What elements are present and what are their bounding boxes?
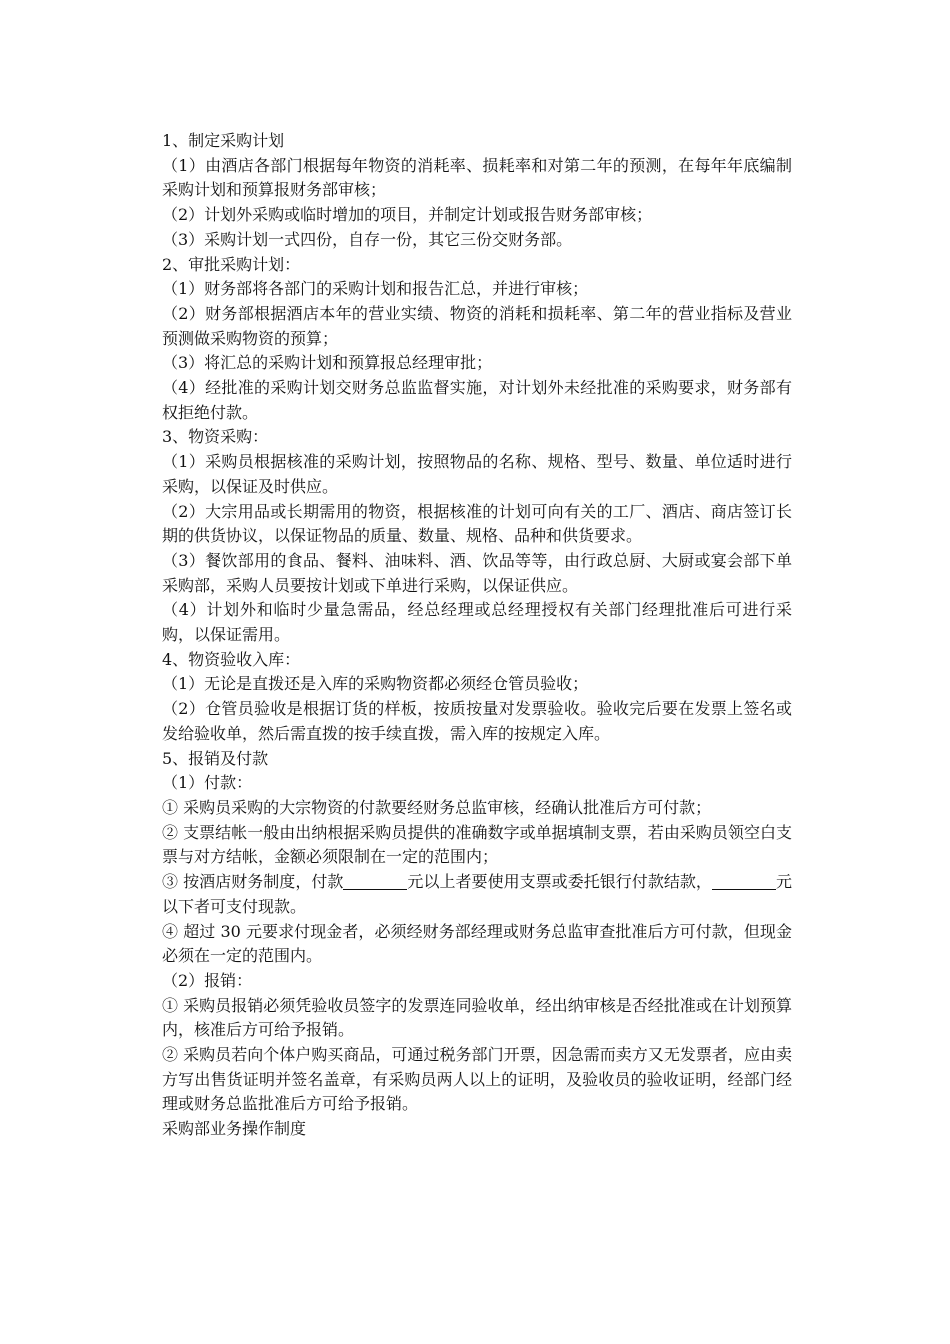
document-footer-title: 采购部业务操作制度 bbox=[162, 1119, 307, 1139]
text: 元以上者要使用支票或委托银行付款结款， bbox=[407, 872, 712, 892]
paragraph: ① 采购员报销必须凭验收员签字的发票连同验收单，经出纳审核是否经批准或在计划预算内，核准后方可给予报销。 bbox=[162, 995, 792, 1040]
paragraph: （3）采购计划一式四份，自存一份，其它三份交财务部。 bbox=[162, 229, 573, 249]
heading-1: 1、制定采购计划 bbox=[162, 131, 285, 150]
paragraph: （1）财务部将各部门的采购计划和报告汇总，并进行审核； bbox=[162, 279, 589, 299]
text: ③ 按酒店财务制度，付款 bbox=[162, 872, 344, 892]
document-body bbox=[162, 129, 792, 1142]
heading-5: 5、报销及付款 bbox=[162, 748, 269, 768]
heading-2: 2、审批采购计划： bbox=[162, 254, 301, 274]
paragraph: ② 支票结帐一般由出纳根据采购员提供的准确数字或单据填制支票，若由采购员领空白支票与对方结帐，金额必须限制在一定的范围内； bbox=[162, 822, 792, 867]
paragraph: （1）采购员根据核准的采购计划，按照物品的名称、规格、型号、数量、单位适时进行采购，以保证及时供应。 bbox=[162, 452, 792, 496]
blank-field bbox=[712, 873, 776, 890]
paragraph: （3）餐饮部用的食品、餐料、油味料、酒、饮品等等，由行政总厨、大厨或宴会部下单采购部，采购人员要按计划或下单进行采购，以保证供应。 bbox=[162, 550, 792, 595]
heading-3: 3、物资采购： bbox=[162, 427, 269, 447]
paragraph: （2）计划外采购或临时增加的项目，并制定计划或报告财务部审核； bbox=[162, 205, 653, 225]
paragraph: （4）经批准的采购计划交财务总监监督实施，对计划外未经批准的采购要求，财务部有权拒绝付款。 bbox=[162, 378, 792, 422]
text: 元以下者可支付现款。 bbox=[162, 872, 792, 916]
paragraph: （1）无论是直拨还是入库的采购物资都必须经仓管员验收； bbox=[162, 674, 589, 694]
paragraph: ④ 超过 30 元要求付现金者，必须经财务部经理或财务总监审查批准后方可付款，但现金必须在一定的范围内。 bbox=[162, 921, 792, 966]
subheading-reimbursement: （2）报销： bbox=[162, 970, 253, 990]
paragraph-with-blanks bbox=[162, 870, 792, 919]
paragraph: （2）仓管员验收是根据订货的样板，按质按量对发票验收。验收完后要在发票上签名或发给验收单，然后需直拨的按手续直拨，需入库的按规定入库。 bbox=[162, 699, 792, 743]
paragraph: （2）财务部根据酒店本年的营业实绩、物资的消耗和损耗率、第二年的营业指标及营业预测做采购物资的预算； bbox=[162, 303, 792, 348]
paragraph: （3）将汇总的采购计划和预算报总经理审批； bbox=[162, 353, 493, 373]
subheading-payment: （1）付款： bbox=[162, 773, 253, 793]
blank-field bbox=[343, 873, 407, 890]
paragraph: （2）大宗用品或长期需用的物资，根据核准的计划可向有关的工厂、酒店、商店签订长期的供货协议，以保证物品的质量、数量、规格、品种和供货要求。 bbox=[162, 501, 792, 546]
paragraph: （1）由酒店各部门根据每年物资的消耗率、损耗率和对第二年的预测，在每年年底编制采购计划和预算报财务部审核； bbox=[162, 155, 792, 200]
paragraph: ② 采购员若向个体户购买商品，可通过税务部门开票，因急需而卖方又无发票者，应由卖方写出售货证明并签名盖章，有采购员两人以上的证明，及验收员的验收证明，经部门经理或财务总监批准后方可给予报销。 bbox=[162, 1045, 792, 1114]
paragraph: ① 采购员采购的大宗物资的付款要经财务总监审核，经确认批准后方可付款； bbox=[162, 797, 712, 817]
paragraph: （4）计划外和临时少量急需品，经总经理或总经理授权有关部门经理批准后可进行采购，以保证需用。 bbox=[162, 600, 792, 645]
heading-4: 4、物资验收入库： bbox=[162, 649, 301, 669]
